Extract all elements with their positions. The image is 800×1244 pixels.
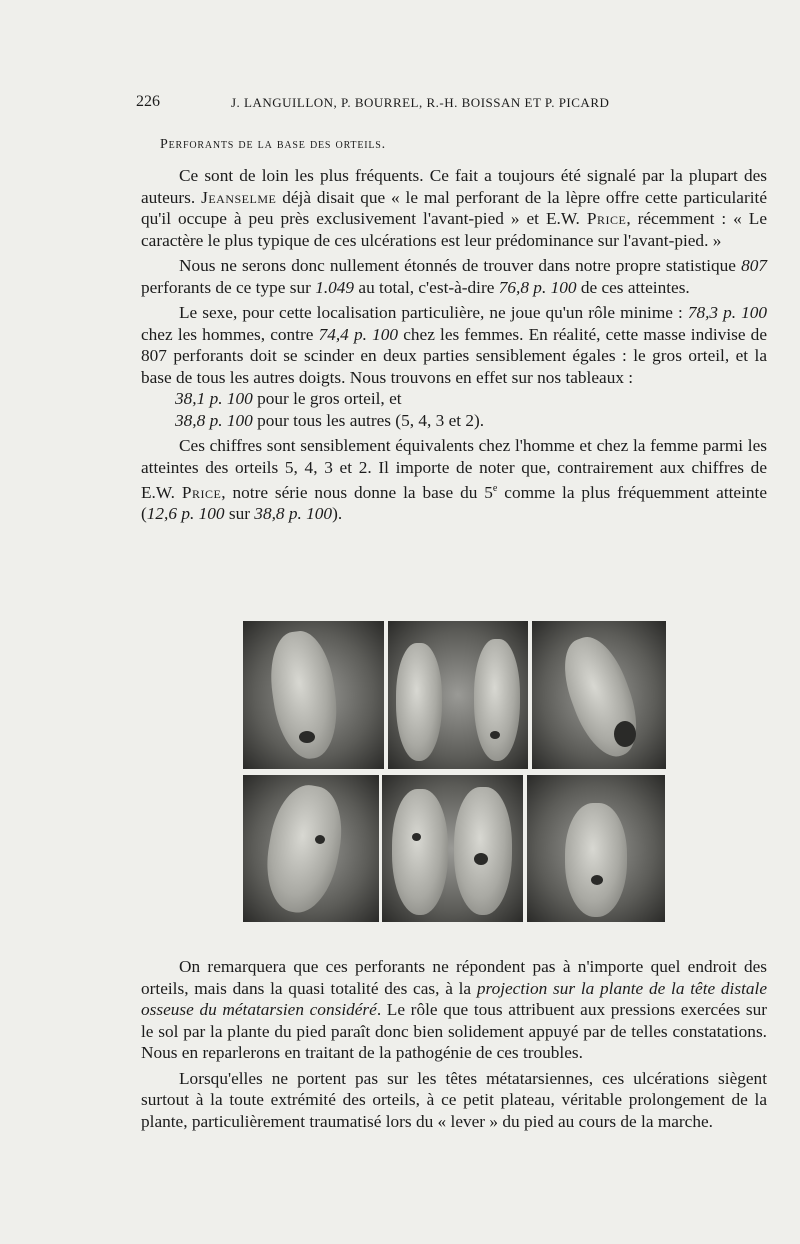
paragraph-3: Le sexe, pour cette localisation particulière, ne joue qu'un rôle minime : 78,3 p. 100 chez les hommes, contre 74,4 p. 100 chez les femmes. En réalité, cette masse indivise de 807 perforants doit se scinder en deux parties sensiblement égales : le gros orteil, et la base de tous les autres doigts. Nous trouvons en effet sur nos tableaux :: [141, 303, 768, 387]
photo-5: [382, 775, 523, 922]
page-number: 226: [136, 93, 160, 110]
paragraph-4: Ces chiffres sont sensiblement équivalents chez l'homme et chez la femme parmi les atteintes des orteils 5, 4, 3 et 2. Il importe de noter que, contrairement aux chiffres de E.W. Price, notre série nous donne la base du 5e comme la plus fréquemment atteinte (12,6 p. 100 sur 38,8 p. 100).: [141, 436, 768, 524]
body-text-top: [141, 165, 767, 529]
author-name: Price: [181, 482, 222, 502]
body-text-bottom: [141, 956, 767, 1136]
author-name: Price: [586, 209, 627, 228]
paragraph-1: Ce sont de loin les plus fréquents. Ce fait a toujours été signalé par la plupart des auteurs. Jeanselme déjà disait que « le mal perforant de la lèpre offre cette particularité qu'il occupe à peu près exclusivement l'avant-pied » et E.W. Price, récemment : « Le caractère le plus typique de ces ulcérations est leur prédominance sur l'avant-pied. »: [141, 166, 767, 250]
paragraph-5: On remarquera que ces perforants ne répondent pas à n'importe quel endroit des orteils, mais dans la quasi totalité des cas, à la projection sur la plante de la tête distale osseuse du métatarsien considéré. Le rôle que tous attribuent aux pressions exercées sur le sol par la plante du pied paraît donc bien solidement appuyé par de telles constatations. Nous en reparlerons en traitant de la pathogénie de ces troubles.: [141, 957, 767, 1062]
stat-line-2: 38,8 p. 100 pour tous les autres (5, 4, 3 et 2).: [175, 410, 485, 430]
paragraph-2: Nous ne serons donc nullement étonnés de trouver dans notre propre statistique 807 perforants de ce type sur 1.049 au total, c'est-à-dire 76,8 p. 100 de ces atteintes.: [141, 256, 767, 297]
paragraph-6: Lorsqu'elles ne portent pas sur les têtes métatarsiennes, ces ulcérations siègent surtout à la toute extrémité des orteils, à ce petit plateau, véritable prolongement de la plante, particulièrement traumatisé lors du « lever » du pied au cours de la marche.: [141, 1068, 767, 1131]
photo-2: [388, 621, 528, 769]
photo-6: [527, 775, 665, 922]
stat-line-1: 38,1 p. 100 pour le gros orteil, et: [175, 389, 402, 408]
emphasis-text: projection sur la plante de la tête distale osseuse du métatarsien considéré: [141, 978, 767, 1019]
running-head: J. LANGUILLON, P. BOURREL, R.-H. BOISSAN ET P. PICARD: [231, 95, 610, 110]
section-title: Perforants de la base des orteils.: [160, 137, 386, 152]
author-name: Jeanselme: [201, 187, 277, 207]
photo-3: [532, 621, 666, 769]
photo-4: [243, 775, 379, 922]
photo-1: [243, 621, 384, 769]
